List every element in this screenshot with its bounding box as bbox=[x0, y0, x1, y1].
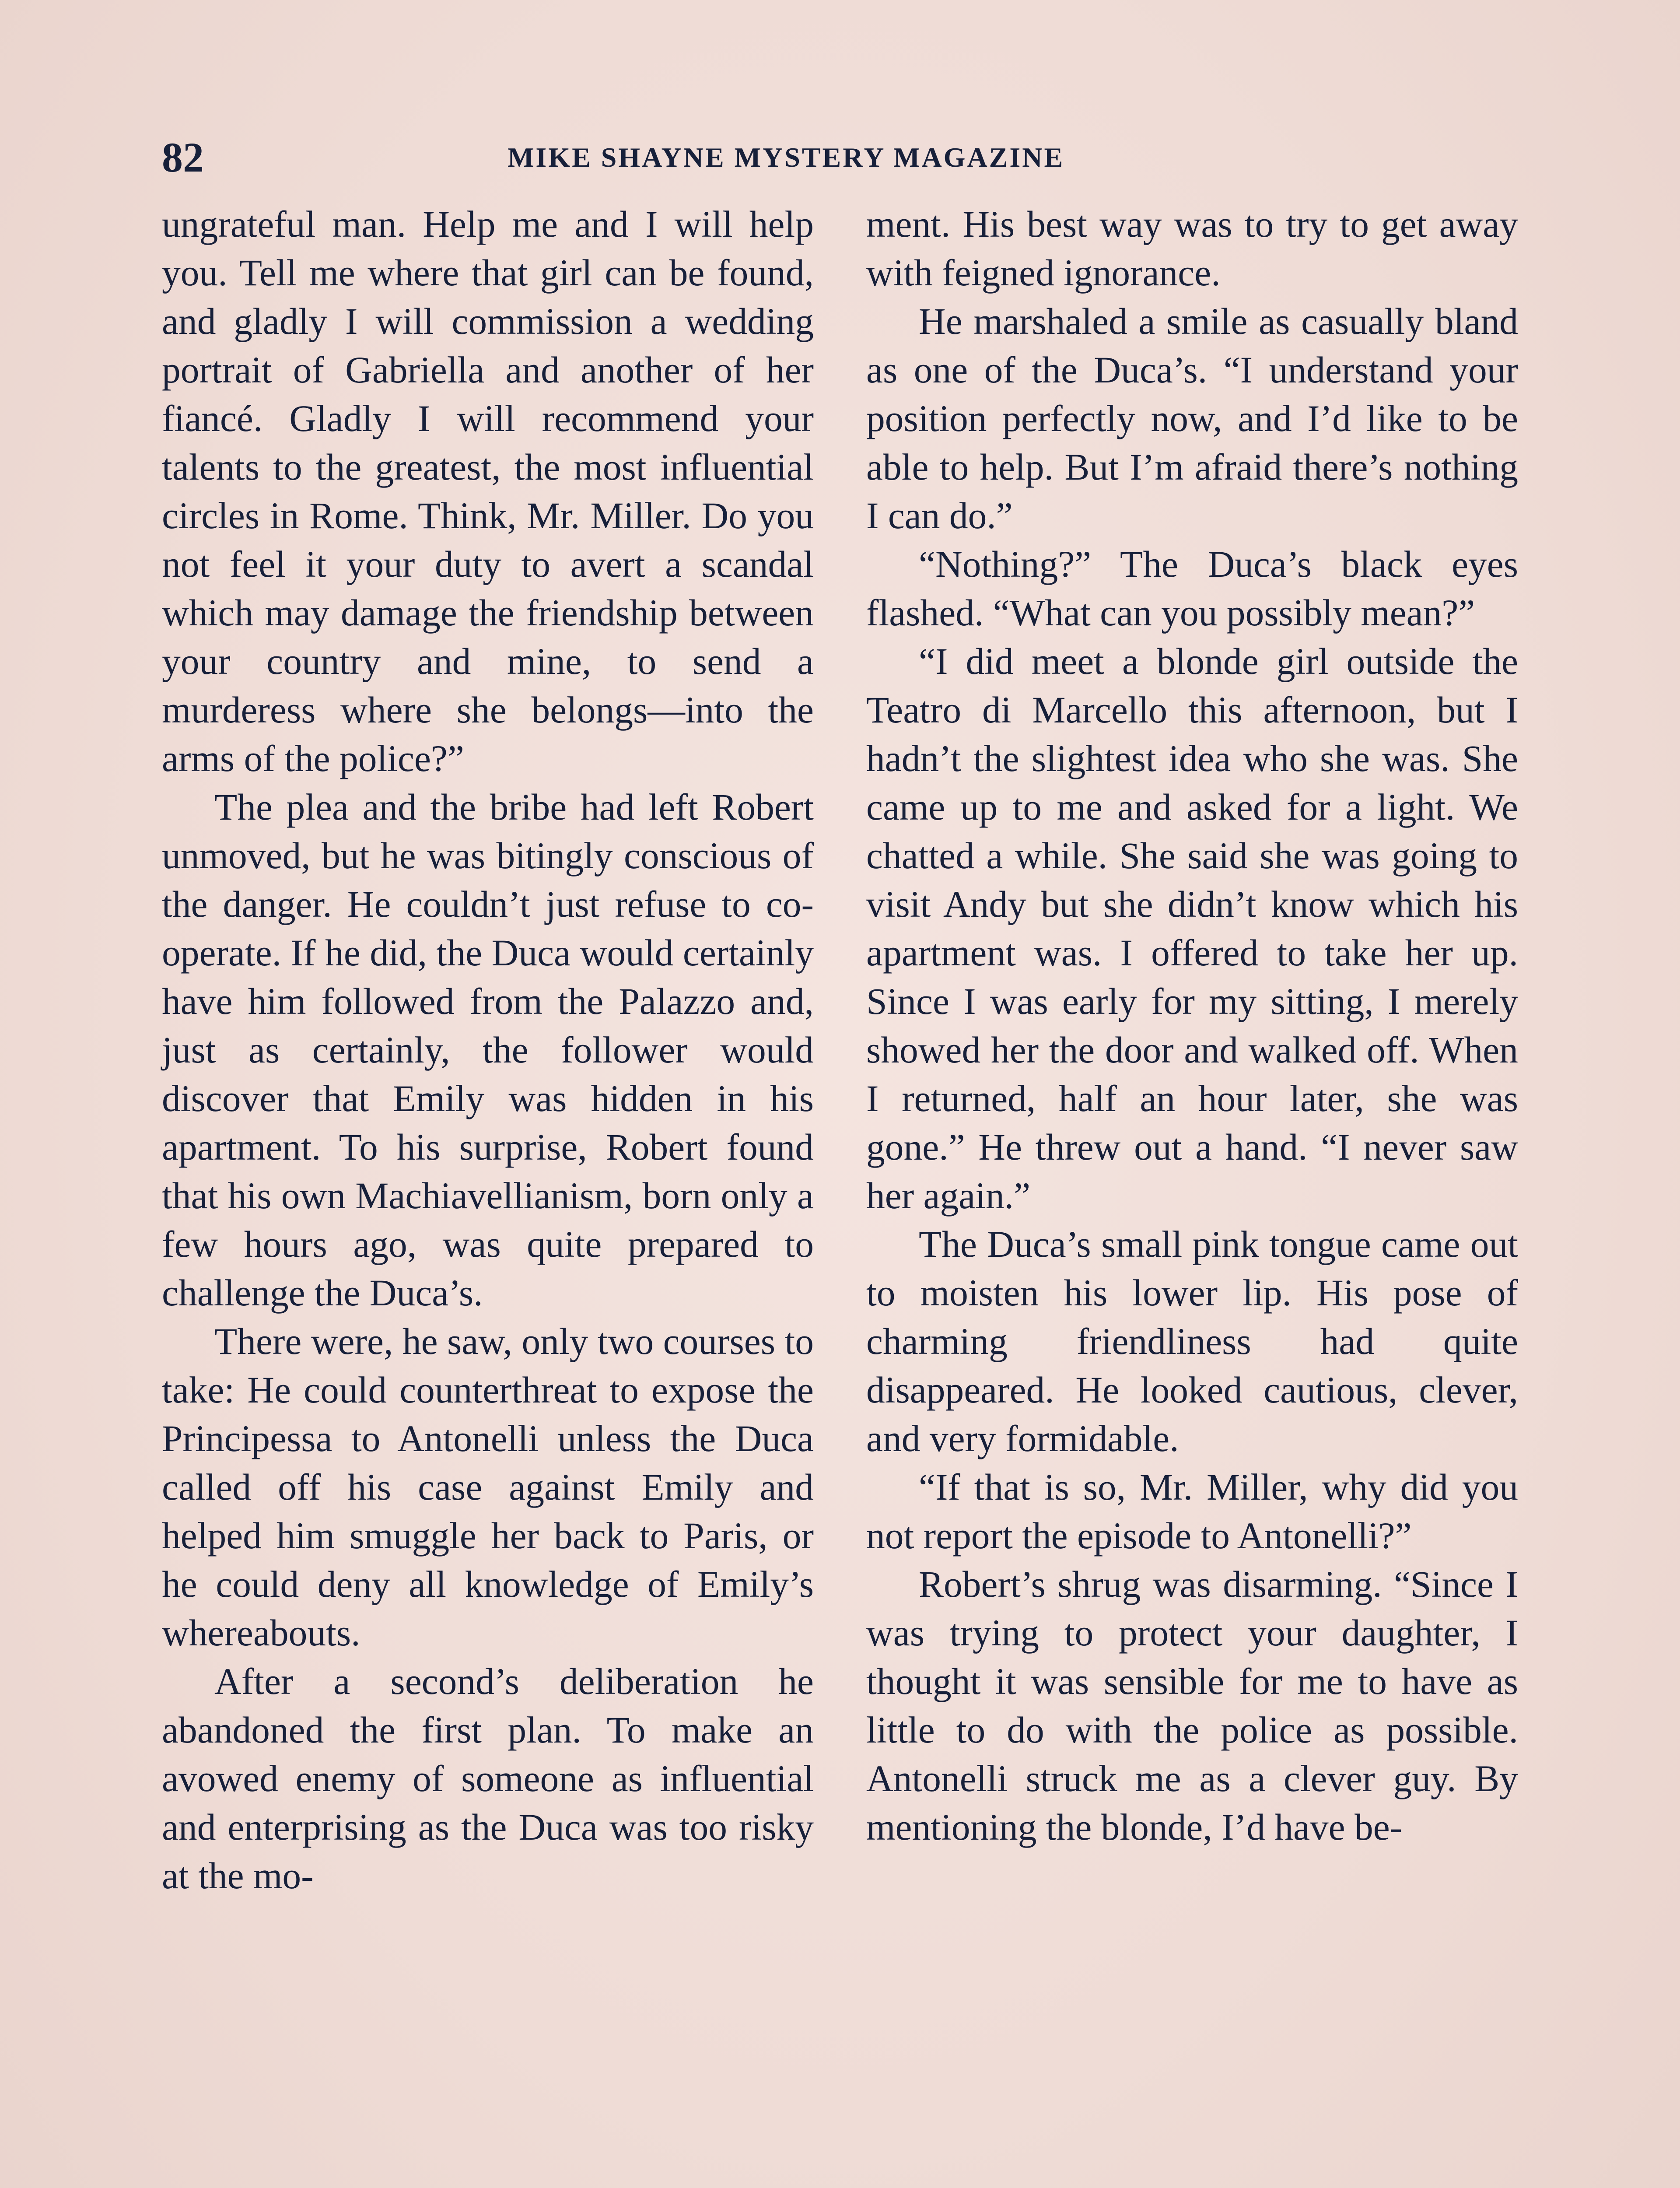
page-number: 82 bbox=[162, 134, 204, 181]
left-text-column bbox=[162, 200, 814, 1900]
paragraph: ment. His best way was to try to get away with feigned ignorance. bbox=[866, 204, 1518, 294]
paragraph: “I did meet a blonde girl outside the Teatro di Marcello this afternoon, but I hadn’t the slightest idea who she was. She came up to me and asked for a light. We chatted a while. She said she was going to visit Andy but she didn’t know which his apartment was. I offered to take her up. Since I was early for my sitting, I merely showed her the door and walked off. When I returned, half an hour later, she was gone.” He threw out a hand. “I never saw her again.” bbox=[866, 641, 1518, 1217]
right-text-column bbox=[866, 200, 1518, 1852]
paragraph: After a second’s deliberation he abandoned the first plan. To make an avowed enemy of someone as influential and enterprising as the Duca was too risky at the mo- bbox=[162, 1661, 814, 1897]
paragraph: “Nothing?” The Duca’s black eyes flashed. “What can you possibly mean?” bbox=[866, 544, 1518, 634]
paragraph: There were, he saw, only two courses to take: He could counterthreat to expose the Principessa to Antonelli unless the Duca called off his case against Emily and helped him smuggle her back to Paris, or he could deny all knowledge of Emily’s whereabouts. bbox=[162, 1321, 814, 1654]
paragraph: The Duca’s small pink tongue came out to moisten his lower lip. His pose of charming friendliness had quite disappeared. He looked cautious, clever, and very formidable. bbox=[866, 1224, 1518, 1459]
paragraph: The plea and the bribe had left Robert unmoved, but he was bitingly conscious of the danger. He couldn’t just refuse to co-operate. If he did, the Duca would certainly have him followed from the Palazzo and, just as certainly, the follower would discover that Emily was hidden in his apartment. To his surprise, Robert found that his own Machiavellianism, born only a few hours ago, was quite prepared to challenge the Duca’s. bbox=[162, 787, 814, 1314]
paragraph: Robert’s shrug was disarming. “Since I was trying to protect your daughter, I thought it was sensible for me to have as little to do with the police as possible. Antonelli struck me as a clever guy. By mentioning the blonde, I’d have be- bbox=[866, 1564, 1518, 1848]
paragraph: He marshaled a smile as casually bland as one of the Duca’s. “I understand your position perfectly now, and I’d like to be able to help. But I’m afraid there’s nothing I can do.” bbox=[866, 301, 1518, 536]
paragraph: ungrateful man. Help me and I will help you. Tell me where that girl can be found, and gladly I will commission a wedding portrait of Gabriella and another of her fiancé. Gladly I will recommend your talents to the greatest, the most influential circles in Rome. Think, Mr. Miller. Do you not feel it your duty to avert a scandal which may damage the friendship between your country and mine, to send a murderess where she belongs—into the arms of the police?” bbox=[162, 204, 814, 779]
paragraph: “If that is so, Mr. Miller, why did you not report the episode to Antonelli?” bbox=[866, 1467, 1518, 1557]
magazine-title: MIKE SHAYNE MYSTERY MAGAZINE bbox=[508, 142, 1065, 173]
running-head bbox=[162, 131, 1518, 184]
